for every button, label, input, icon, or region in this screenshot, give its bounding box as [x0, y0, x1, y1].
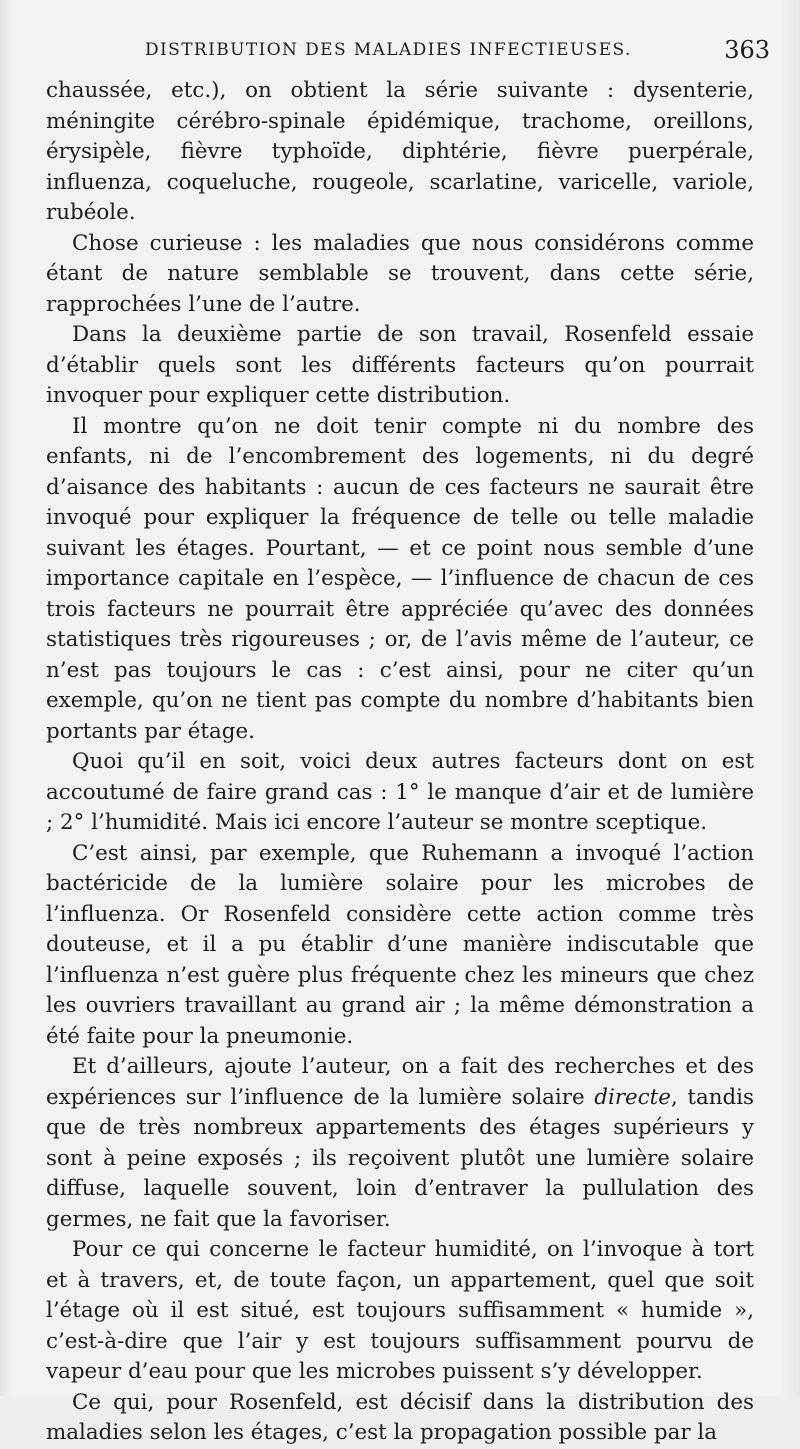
paragraph-text: , tandis que de très nombreux appartements des étages supérieurs y sont à peine exposés ; ils reçoivent plutôt une lumière solaire diffuse, laquelle souvent, loin d’entraver la pullulation des germes, ne fait que la favoriser.: [46, 1084, 754, 1232]
paragraph: Pour ce qui concerne le facteur humidité, on l’invoque à tort et à travers, et, de toute façon, un appartement, quel que soit l’étage où il est situé, est toujours suffisamment « humide », c’est-à-dire que l’air y est toujours suffisamment pourvu de vapeur d’eau pour que les microbes puissent s’y développer.: [46, 1237, 754, 1384]
paragraph: Chose curieuse : les maladies que nous considérons comme étant de nature semblable se trouvent, dans cette série, rapprochées l’une de l’autre.: [46, 230, 754, 317]
paragraph: Quoi qu’il en soit, voici deux autres facteurs dont on est accoutumé de faire grand cas : 1° le manque d’air et de lumière ; 2° l’humidité. Mais ici encore l’auteur se montre sceptique.: [46, 749, 754, 835]
page-number: 363: [724, 36, 770, 64]
paragraph-continued: chaussée, etc.), on obtient la série suivante : dysenterie, méningite cérébro-spinale épidémique, trachome, oreillons, érysipèle, fièvre typhoïde, diphtérie, fièvre puerpérale, influenza, coqueluche, rougeole, scarlatine, varicelle, variole, rubéole.: [46, 78, 754, 225]
paragraph-text: Et d’ailleurs, ajoute l’auteur, on a fait des recherches et des expériences sur l’influence de la lumière solaire: [46, 1054, 754, 1110]
paragraph: Il montre qu’on ne doit tenir compte ni du nombre des enfants, ni de l’encombrement des logements, ni du degré d’aisance des habitants : aucun de ces facteurs ne saurait être invoqué pour expliquer la fréquence de telle ou telle maladie suivant les étages. Pourtant, — et ce point nous semble d’une importance capitale en l’espèce, — l’influence de chacun de ces trois facteurs ne pourrait être appréciée qu’avec des données statistiques très rigoureuses ; or, de l’avis même de l’auteur, ce n’est pas toujours le cas : c’est ainsi, pour ne citer qu’un exemple, qu’on ne tient pas compte du nombre d’habitants bien portants par étage.: [46, 413, 754, 744]
paragraph: Dans la deuxième partie de son travail, Rosenfeld essaie d’établir quels sont les différents facteurs qu’on pourrait invoquer pour expliquer cette distribution.: [46, 322, 754, 408]
emphasized-word: directe: [594, 1084, 671, 1110]
running-title: DISTRIBUTION DES MALADIES INFECTIEUSES.: [145, 40, 632, 60]
paragraph: Ce qui, pour Rosenfeld, est décisif dans la distribution des maladies selon les étages, c’est la propagation possible par la: [46, 1389, 754, 1445]
page-header: [145, 36, 770, 70]
body-text: [46, 76, 754, 1449]
paragraph: C’est ainsi, par exemple, que Ruhemann a invoqué l’action bactéricide de la lumière solaire pour les microbes de l’influenza. Or Rosenfeld considère cette action comme très douteuse, et il a pu établir d’une manière indiscutable que l’influenza n’est guère plus fréquente chez les mineurs que chez les ouvriers travaillant au grand air ; la même démonstration a été faite pour la pneumonie.: [46, 840, 754, 1049]
paragraph: [46, 1052, 754, 1235]
